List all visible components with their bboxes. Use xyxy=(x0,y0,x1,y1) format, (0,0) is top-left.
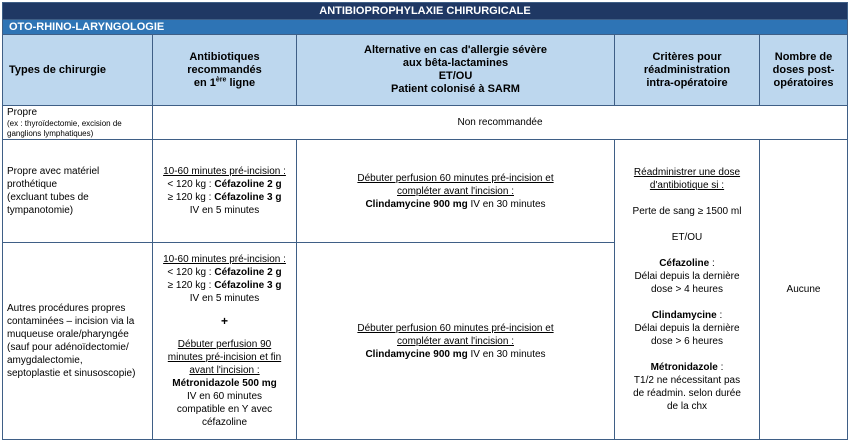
header-antibiotics-line xyxy=(157,77,292,90)
header-criteria-line: intra-opératoire xyxy=(646,76,728,89)
propre-type-label: Propre xyxy=(7,107,38,118)
plus-sign: + xyxy=(220,314,228,328)
criteria-cefazoline-text: dose > 4 heures xyxy=(651,284,723,295)
header-row xyxy=(3,35,848,106)
contaminee-type-line: contaminées – incision via la xyxy=(7,316,135,327)
propre-example: (ex : thyroïdectomie, excision de xyxy=(7,119,122,128)
criteria-colon: : xyxy=(717,362,724,373)
header-antibiotics-line: recommandés xyxy=(187,63,262,76)
table-row-prothese xyxy=(3,140,848,243)
prothese-alt-route: IV en 30 minutes xyxy=(467,198,546,210)
contaminee-alt-line: compléter avant l'incision : xyxy=(397,335,514,347)
contaminee-metro-route: céfazoline xyxy=(201,417,248,428)
criteria-metronidazole-text: de réadmin. selon durée xyxy=(633,388,741,399)
criteria-cell xyxy=(615,140,760,440)
spacer xyxy=(619,348,755,361)
spacer xyxy=(619,192,755,205)
prothese-alternative-cell xyxy=(297,140,615,243)
header-doses-line: opératoires xyxy=(773,76,834,89)
prothese-type-line: Propre avec matériel xyxy=(7,166,100,177)
propre-example: ganglions lymphatiques) xyxy=(7,129,94,138)
contaminee-dose-drug: Céfazoline 3 g xyxy=(214,280,282,291)
header-alternative xyxy=(297,35,615,106)
doses-cell: Aucune xyxy=(760,140,848,440)
prothese-route: IV en 5 minutes xyxy=(189,205,260,216)
criteria-drug-name: Céfazoline xyxy=(659,258,710,269)
criteria-blood-loss: Perte de sang ≥ 1500 ml xyxy=(632,206,742,217)
criteria-clindamycine-title xyxy=(619,309,755,322)
prothese-type-line: tympanotomie) xyxy=(7,205,74,216)
criteria-intro: d'antibiotique si : xyxy=(649,180,725,191)
section-title: OTO-RHINO-LARYNGOLOGIE xyxy=(3,20,848,35)
header-doses xyxy=(760,35,848,106)
prothese-dose-drug: Céfazoline 3 g xyxy=(214,192,282,203)
prothese-dose-1 xyxy=(157,178,292,191)
contaminee-type-line: (sauf pour adénoïdectomie/ xyxy=(7,342,129,353)
contaminee-dose-drug: Céfazoline 2 g xyxy=(214,267,282,278)
prothese-antibiotic-cell xyxy=(153,140,297,243)
contaminee-metro-drug: Métronidazole 500 mg xyxy=(172,378,277,389)
prothese-alt-drug: Clindamycine 900 mg xyxy=(365,198,468,210)
prothese-alt-line: compléter avant l'incision : xyxy=(397,185,514,197)
criteria-metronidazole-title xyxy=(619,361,755,374)
contaminee-metro-line: minutes pré-incision et fin xyxy=(167,352,282,363)
contaminee-alt-route: IV en 30 minutes xyxy=(467,348,546,360)
prothese-type-line: (excluant tubes de xyxy=(7,192,89,203)
contaminee-alternative-cell xyxy=(297,243,615,440)
header-doses-line: Nombre de xyxy=(774,50,833,63)
contaminee-type-line: Autres procédures propres xyxy=(7,303,126,314)
header-doses-line: doses post- xyxy=(772,63,835,76)
title-row xyxy=(3,3,848,20)
spacer xyxy=(619,296,755,309)
header-alternative-line: aux bêta-lactamines xyxy=(402,57,509,69)
header-alternative-line: Patient colonisé à SARM xyxy=(391,83,520,95)
header-criteria xyxy=(615,35,760,106)
criteria-etou: ET/OU xyxy=(671,232,703,243)
header-antibiotics-line: Antibiotiques xyxy=(189,50,260,63)
section-row xyxy=(3,20,848,35)
criteria-drug-name: Métronidazole xyxy=(650,362,718,373)
criteria-cefazoline-text: Délai depuis la dernière xyxy=(634,271,740,282)
contaminee-route: IV en 5 minutes xyxy=(189,293,260,304)
prothese-alt-line: Débuter perfusion 60 minutes pré-incision et xyxy=(357,172,554,184)
contaminee-metro-route: compatible en Y avec xyxy=(176,404,273,415)
contaminee-dose-weight: < 120 kg : xyxy=(167,267,215,278)
prothese-dose-2 xyxy=(157,191,292,204)
contaminee-metro-line: avant l'incision : xyxy=(189,365,260,376)
contaminee-dose-2 xyxy=(157,279,292,292)
antibioprophylaxis-table xyxy=(2,2,848,440)
criteria-metronidazole-text: de la chx xyxy=(666,401,708,412)
criteria-clindamycine-text: Délai depuis la dernière xyxy=(634,323,740,334)
contaminee-type-line: muqueuse orale/pharyngée xyxy=(7,329,129,340)
spacer xyxy=(619,244,755,257)
contaminee-metro-route: IV en 60 minutes xyxy=(186,391,263,402)
table-title: ANTIBIOPROPHYLAXIE CHIRURGICALE xyxy=(3,3,848,20)
header-antibiotics xyxy=(153,35,297,106)
criteria-colon: : xyxy=(716,310,723,321)
contaminee-dose-weight: ≥ 120 kg : xyxy=(167,280,215,291)
contaminee-alt-line: Débuter perfusion 60 minutes pré-incision et xyxy=(357,322,554,334)
criteria-clindamycine-text: dose > 6 heures xyxy=(651,336,723,347)
prothese-type-cell xyxy=(3,140,153,243)
table-row-propre xyxy=(3,106,848,140)
header-antibiotics-sup: ère xyxy=(215,75,227,83)
header-alternative-line: ET/OU xyxy=(438,70,473,82)
header-antibiotics-text: ligne xyxy=(226,76,256,89)
header-antibiotics-text: en 1 xyxy=(193,76,216,89)
propre-type-cell xyxy=(3,106,153,140)
contaminee-type-cell xyxy=(3,243,153,440)
criteria-drug-name: Clindamycine xyxy=(651,310,717,321)
spacer xyxy=(619,218,755,231)
prothese-timing: 10-60 minutes pré-incision : xyxy=(163,166,286,177)
prothese-type-line: prothétique xyxy=(7,179,58,190)
contaminee-alt-drug: Clindamycine 900 mg xyxy=(365,348,468,360)
propre-recommendation: Non recommandée xyxy=(153,106,848,140)
prothese-dose-weight: < 120 kg : xyxy=(167,179,215,190)
criteria-metronidazole-text: T1/2 ne nécessitant pas xyxy=(633,375,741,386)
contaminee-type-line: septoplastie et sinusoscopie) xyxy=(7,368,136,379)
prothese-alt-dose xyxy=(301,198,610,211)
header-criteria-line: réadministration xyxy=(643,63,731,76)
contaminee-antibiotic-cell xyxy=(153,243,297,440)
contaminee-dose-1 xyxy=(157,266,292,279)
header-types-label: Types de chirurgie xyxy=(9,63,106,76)
criteria-intro: Réadministrer une dose xyxy=(633,167,741,178)
contaminee-timing: 10-60 minutes pré-incision : xyxy=(163,254,286,265)
header-alternative-line: Alternative en cas d'allergie sévère xyxy=(364,44,547,56)
header-types xyxy=(3,35,153,106)
prothese-dose-weight: ≥ 120 kg : xyxy=(167,192,215,203)
contaminee-type-line: amygdalectomie, xyxy=(7,355,83,366)
contaminee-alt-dose xyxy=(301,348,610,361)
contaminee-metro-line: Débuter perfusion 90 xyxy=(177,339,272,350)
criteria-cefazoline-title xyxy=(619,257,755,270)
header-criteria-line: Critères pour xyxy=(652,50,722,63)
prothese-dose-drug: Céfazoline 2 g xyxy=(214,179,282,190)
criteria-colon: : xyxy=(709,258,715,269)
